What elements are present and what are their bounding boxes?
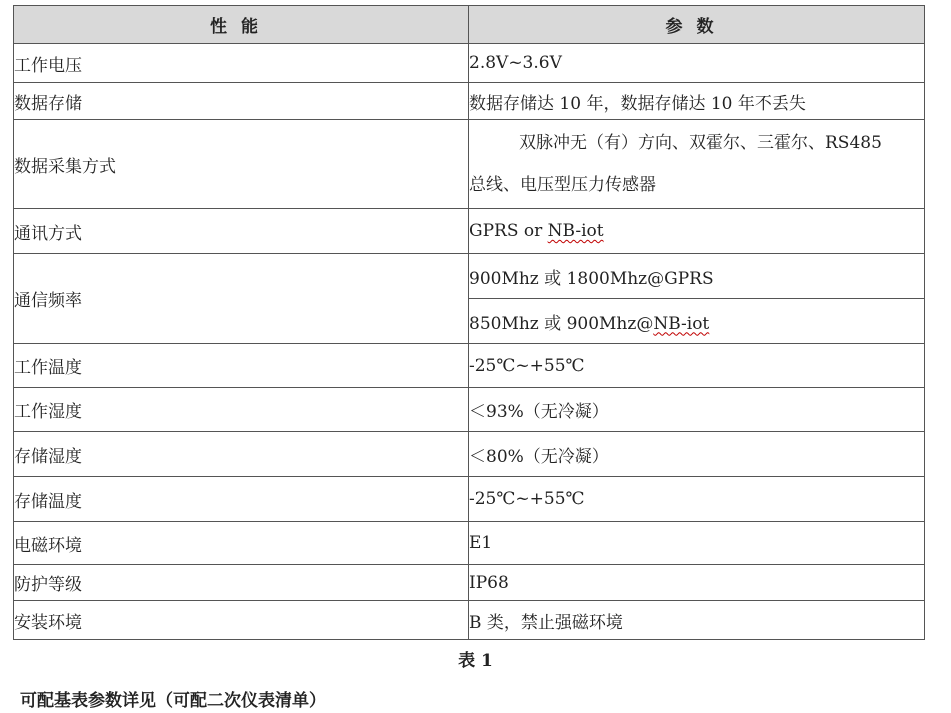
row-name: 工作温度 <box>14 344 469 388</box>
table-row <box>14 477 925 522</box>
table-row <box>14 120 925 209</box>
row-name: 工作电压 <box>14 44 469 83</box>
table-row <box>14 432 925 477</box>
table-row <box>14 83 925 120</box>
row-value: 数据存储达 10 年，数据存储达 10 年不丢失 <box>469 83 925 120</box>
table-row <box>14 388 925 432</box>
row-value <box>469 120 925 209</box>
row-value: -25℃~+55℃ <box>469 477 925 522</box>
row-value <box>469 209 925 254</box>
row-name: 防护等级 <box>14 565 469 601</box>
row-value: -25℃~+55℃ <box>469 344 925 388</box>
row-name: 工作湿度 <box>14 388 469 432</box>
table-row <box>14 44 925 83</box>
row-value-line2: 总线、电压型压力传感器 <box>469 175 656 195</box>
row-name: 电磁环境 <box>14 522 469 565</box>
row-name: 安装环境 <box>14 601 469 640</box>
row-name: 通讯方式 <box>14 209 469 254</box>
row-value: ＜80%（无冷凝） <box>469 432 925 477</box>
row-name: 数据采集方式 <box>14 120 469 209</box>
table-row <box>14 565 925 601</box>
footnote: 可配基表参数详见（可配二次仪表清单） <box>20 691 326 711</box>
row-value: B 类，禁止强磁环境 <box>469 601 925 640</box>
table-row <box>14 254 925 299</box>
row-value-line1: 双脉冲无（有）方向、双霍尔、三霍尔、RS485 <box>519 133 882 153</box>
row-name: 存储湿度 <box>14 432 469 477</box>
table-header-row <box>14 6 925 44</box>
table-row <box>14 344 925 388</box>
row-value <box>469 299 925 344</box>
row-value: IP68 <box>469 565 925 601</box>
row-value: E1 <box>469 522 925 565</box>
header-performance: 性能 <box>14 6 469 44</box>
row-name: 存储温度 <box>14 477 469 522</box>
row-value-text: 850Mhz 或 900Mhz@ <box>469 313 654 334</box>
row-value: 900Mhz 或 1800Mhz@GPRS <box>469 254 925 299</box>
row-value: 2.8V~3.6V <box>469 44 925 83</box>
table-row <box>14 522 925 565</box>
row-value-nbiot: NB-iot <box>653 313 710 334</box>
row-value-text: GPRS or <box>469 221 548 241</box>
row-value-nbiot: NB-iot <box>547 221 604 241</box>
row-name: 通信频率 <box>14 254 469 344</box>
row-name: 数据存储 <box>14 83 469 120</box>
table-row <box>14 601 925 640</box>
table-caption: 表 1 <box>458 651 493 671</box>
row-value: ＜93%（无冷凝） <box>469 388 925 432</box>
table-row <box>14 209 925 254</box>
spec-table <box>13 5 925 640</box>
header-parameters: 参数 <box>469 6 925 44</box>
